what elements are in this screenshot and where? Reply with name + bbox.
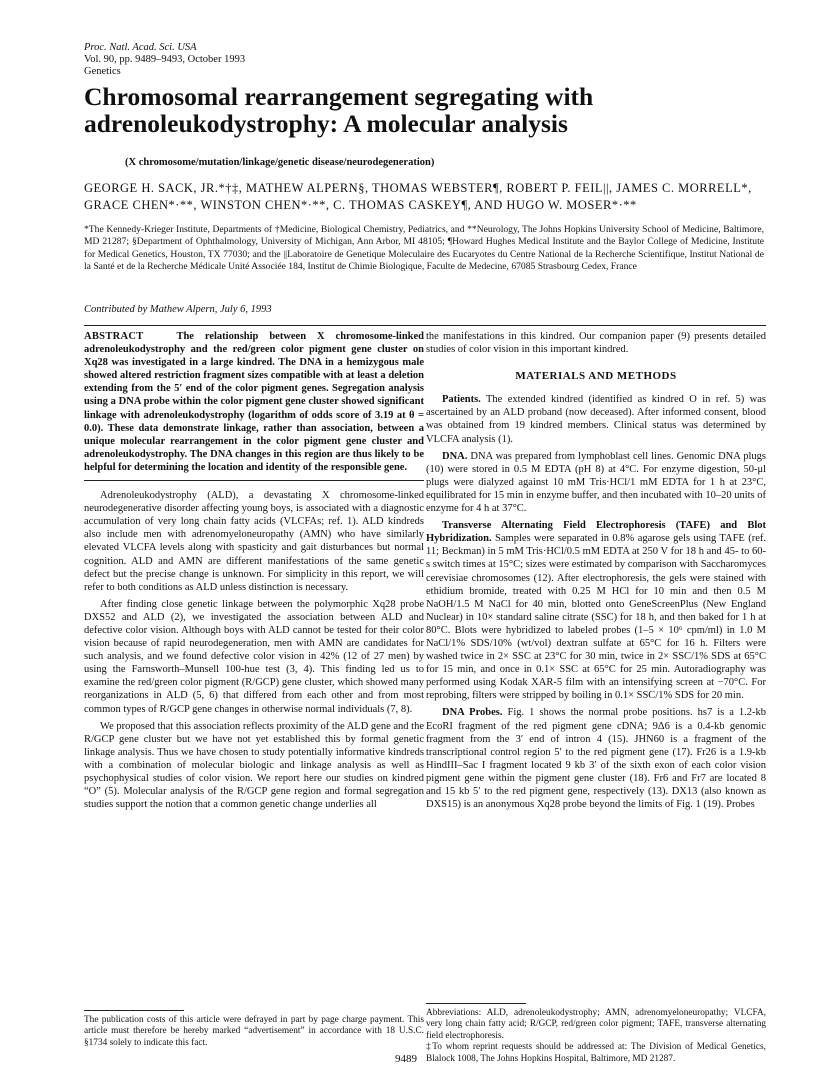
patients-heading: Patients. [442, 394, 481, 406]
page-number: 9489 [395, 1053, 417, 1065]
patients-text: The extended kindred (identified as kindred O in ref. 5) was ascertained by an ALD proband (now deceased). After informed consent, blood was obtained from 19 kindred members. Clinical status was determined by VLCFA analysis (1). [426, 394, 766, 445]
abbreviations: Abbreviations: ALD, adrenoleukodystrophy; AMN, adrenomyeloneuropathy; VLCFA, very long chain fatty acid; R/GCP, red/green color pigment; TAFE, transverse alternating field electrophoresis. [426, 1008, 766, 1041]
footnote-rule [84, 1010, 184, 1011]
abstract-rule [84, 480, 424, 481]
probes-heading: DNA Probes. [442, 707, 503, 719]
right-column [426, 330, 766, 811]
left-column [84, 330, 424, 811]
author-list [84, 180, 764, 214]
abstract [84, 330, 424, 474]
intro-paragraph-1: Adrenoleukodystrophy (ALD), a devastating X chromosome-linked neurodegenerative disorder affecting young boys, is associated with a diagnostic accumulation of very long chain fatty acids (VLCFAs; ref. 1). ALD kindreds also include men with adrenomyeloneuropathy (AMN) who have similarly elevated VLCFA levels along with spasticity and gait disturbances but normal cognition. ALD and AMN are different manifestations of the same genetic defect but the precise change is unknown. For simplicity in this report, we will refer to both conditions as ALD unless distinction is necessary. [84, 490, 424, 593]
abbreviations-block [426, 1008, 766, 1065]
article-title: Chromosomal rearrangement segregating with adrenoleukodystrophy: A molecular analysis [84, 82, 594, 138]
keywords: (X chromosome/mutation/linkage/genetic disease/neurodegeneration) [125, 157, 435, 168]
journal-header [84, 42, 245, 78]
dna-paragraph [426, 450, 766, 515]
abstract-label: ABSTRACT [84, 331, 144, 342]
probes-paragraph [426, 706, 766, 811]
intro-continuation: the manifestations in this kindred. Our companion paper (9) presents detailed studies of color vision in this important kindred. [426, 331, 766, 356]
tafe-text: Samples were separated in 0.8% agarose gels using TAFE (ref. 11; Beckman) in 5 mM Tris·HCl/0.5 mM EDTA at 250 V for 18 h and 45- to 60-s switch times at 15°C; sizes were estimated by comparison with Saccharomyces cerevisiae chromosomes (12). After electrophoresis, the gels were stained with ethidium bromide, treated with 0.25 M HCl for 10 min and then 0.5 M NaOH/1.5 M NaCl for 40 min, blotted onto GeneScreenPlus (New England Nuclear) in 10× standard saline citrate (SSC) for 18 h, and then baked for 1 h at 80°C. Blots were hybridized to labeled probes (1–5 × 10⁶ cpm/ml) in 1.0 M NaCl/1% SDS/10% (wt/vol) dextran sulfate at 65°C for 16 h. Filters were washed twice in 2× SSC at 23°C for 30 min, twice in 2× SSC/1% SDS at 65°C for 15 min, and once in 0.1× SSC at 65°C for 25 min. Autoradiography was performed using Kodak XAR-5 film with an intensifying screen at −70°C. For reprobing, filters were stripped by boiling in 0.1× SSC/1% SDS for 20 min. [426, 533, 767, 702]
section-heading: MATERIALS AND METHODS [515, 370, 677, 383]
patients-paragraph [426, 393, 766, 445]
dna-text: DNA was prepared from lymphoblast cell lines. Genomic DNA plugs (10) were stored in 0.5 M EDTA (pH 8) at 4°C. For enzyme digestion, 50-μl plugs were dialyzed against 10 mM Tris·HCl/1 mM EDTA for 1 h at 23°C, equilibrated for 15 min in enzyme buffer, and then incubated with 10–20 units of enzyme for 4 h at 37°C. [426, 450, 767, 515]
journal-name: Proc. Natl. Acad. Sci. USA [84, 42, 197, 53]
intro-paragraph-3: We proposed that this association reflects proximity of the ALD gene and the R/GCP gene cluster but we have not yet established this by formal genetic linkage analysis. Thus we have chosen to study potentially informative kindreds with a combination of molecular biologic and linkage analysis as well as psychophysical studies of color vision. We report here our studies on kindred “O” (5). Molecular analysis of the R/GCP gene region and formal segregation studies support the notion that a common genetic change underlies all [84, 720, 424, 811]
tafe-heading: Transverse Alternating Field Electrophoresis (TAFE) and Blot Hybridization. [426, 520, 766, 545]
intro-paragraph-2: After finding close genetic linkage between the polymorphic Xq28 probe DXS52 and ALD (2), we investigated the association between ALD and defective color vision. Although boys with ALD cannot be tested for their color vision because of rapid neurodegeneration, men with AMN are candidates for such analysis, and we found defective color vision in 42% (12 of 27 men) by using the Farnsworth–Munsell 100-hue test (3, 4). This finding led us to examine the red/green color pigment (R/GCP) gene cluster, which showed many reorganizations in ALD (5, 6) that differed from each other and from most common types of R/GCP gene changes in otherwise normal individuals (7, 8). [84, 598, 424, 715]
authors-line-2: GRACE CHEN*·**, WINSTON CHEN*·**, C. THOMAS CASKEY¶, AND HUGO W. MOSER*·** [84, 198, 637, 212]
tafe-paragraph [426, 519, 766, 702]
dna-heading: DNA. [442, 450, 468, 462]
section-label: Genetics [84, 66, 121, 77]
volume-line: Vol. 90, pp. 9489–9493, October 1993 [84, 54, 246, 65]
authors-line-1: GEORGE H. SACK, JR.*†‡, MATHEW ALPERN§, THOMAS WEBSTER¶, ROBERT P. FEIL||, JAMES C. MORRELL*, [84, 181, 752, 195]
header-rule [84, 325, 766, 326]
contributed-by: Contributed by Mathew Alpern, July 6, 1993 [84, 304, 272, 315]
reprint-request: ‡To whom reprint requests should be addressed at: The Division of Medical Genetics, Blalock 1008, The Johns Hopkins Hospital, Baltimore, MD 21287. [426, 1042, 766, 1064]
abbreviations-rule [426, 1003, 526, 1004]
abstract-text: The relationship between X chromosome-linked adrenoleukodystrophy and the red/green color pigment gene cluster on Xq28 was investigated in a large kindred. The DNA in a hemizygous male showed altered restriction fragment sizes compatible with at least a deletion extending from the 5′ end of the color pigment genes. Segregation analysis using a DNA probe within the color pigment gene cluster showed significant linkage with adrenoleukodystrophy (logarithm of odds score of 3.19 at θ = 0.0). These data demonstrate linkage, rather than association, between a unique molecular rearrangement in the color pigment gene cluster and adrenoleukodystrophy. The DNA changes in this region are thus likely to be helpful for determining the location and identity of the responsible gene. [84, 331, 425, 473]
probes-text: Fig. 1 shows the normal probe positions. hs7 is a 1.2-kb EcoRI fragment of the red pigment gene cDNA; 9Δ6 is a 0.4-kb genomic fragment from the 3′ end of intron 4 (15). JHN60 is a fragment of the transcriptional control region 5′ to the red pigment gene (17). Fr26 is a 1.9-kb HindIII–Sac I fragment located 9 kb 3′ of the sixth exon of each color vision pigment gene within the pigment gene cluster (18). Fr6 and Fr7 are located 8 and 15 kb 5′ to the red pigment gene, respectively (13). DX13 (also known as DXS15) is an anonymous Xq28 probe beyond the limits of Fig. 1 (19). Probes [426, 707, 766, 811]
affiliations: *The Kennedy-Krieger Institute, Departments of †Medicine, Biological Chemistry, Pediatrics, and **Neurology, The Johns Hopkins University School of Medicine, Baltimore, MD 21287; §Department of Ophthalmology, University of Michigan, Ann Arbor, MI 48105; ¶Howard Hughes Medical Institute and the Baylor College of Medicine, Institute for Medical Genetics, Houston, TX 77030; and the ||Laboratoire de Genetique Moleculaire des Eucaryotes du Centre National de la Recherche Scientifique, Institut National de la Santé et de la Recherche Médicale Unité Associée 184, Institut de Chimie Biologique, Faculte de Medecine, 67085 Strasbourg Cedex, France [84, 224, 764, 272]
publication-cost-note: The publication costs of this article were defrayed in part by page charge payment. This article must therefore be hereby marked “advertisement” in accordance with 18 U.S.C. §1734 solely to indicate this fact. [84, 1015, 424, 1048]
